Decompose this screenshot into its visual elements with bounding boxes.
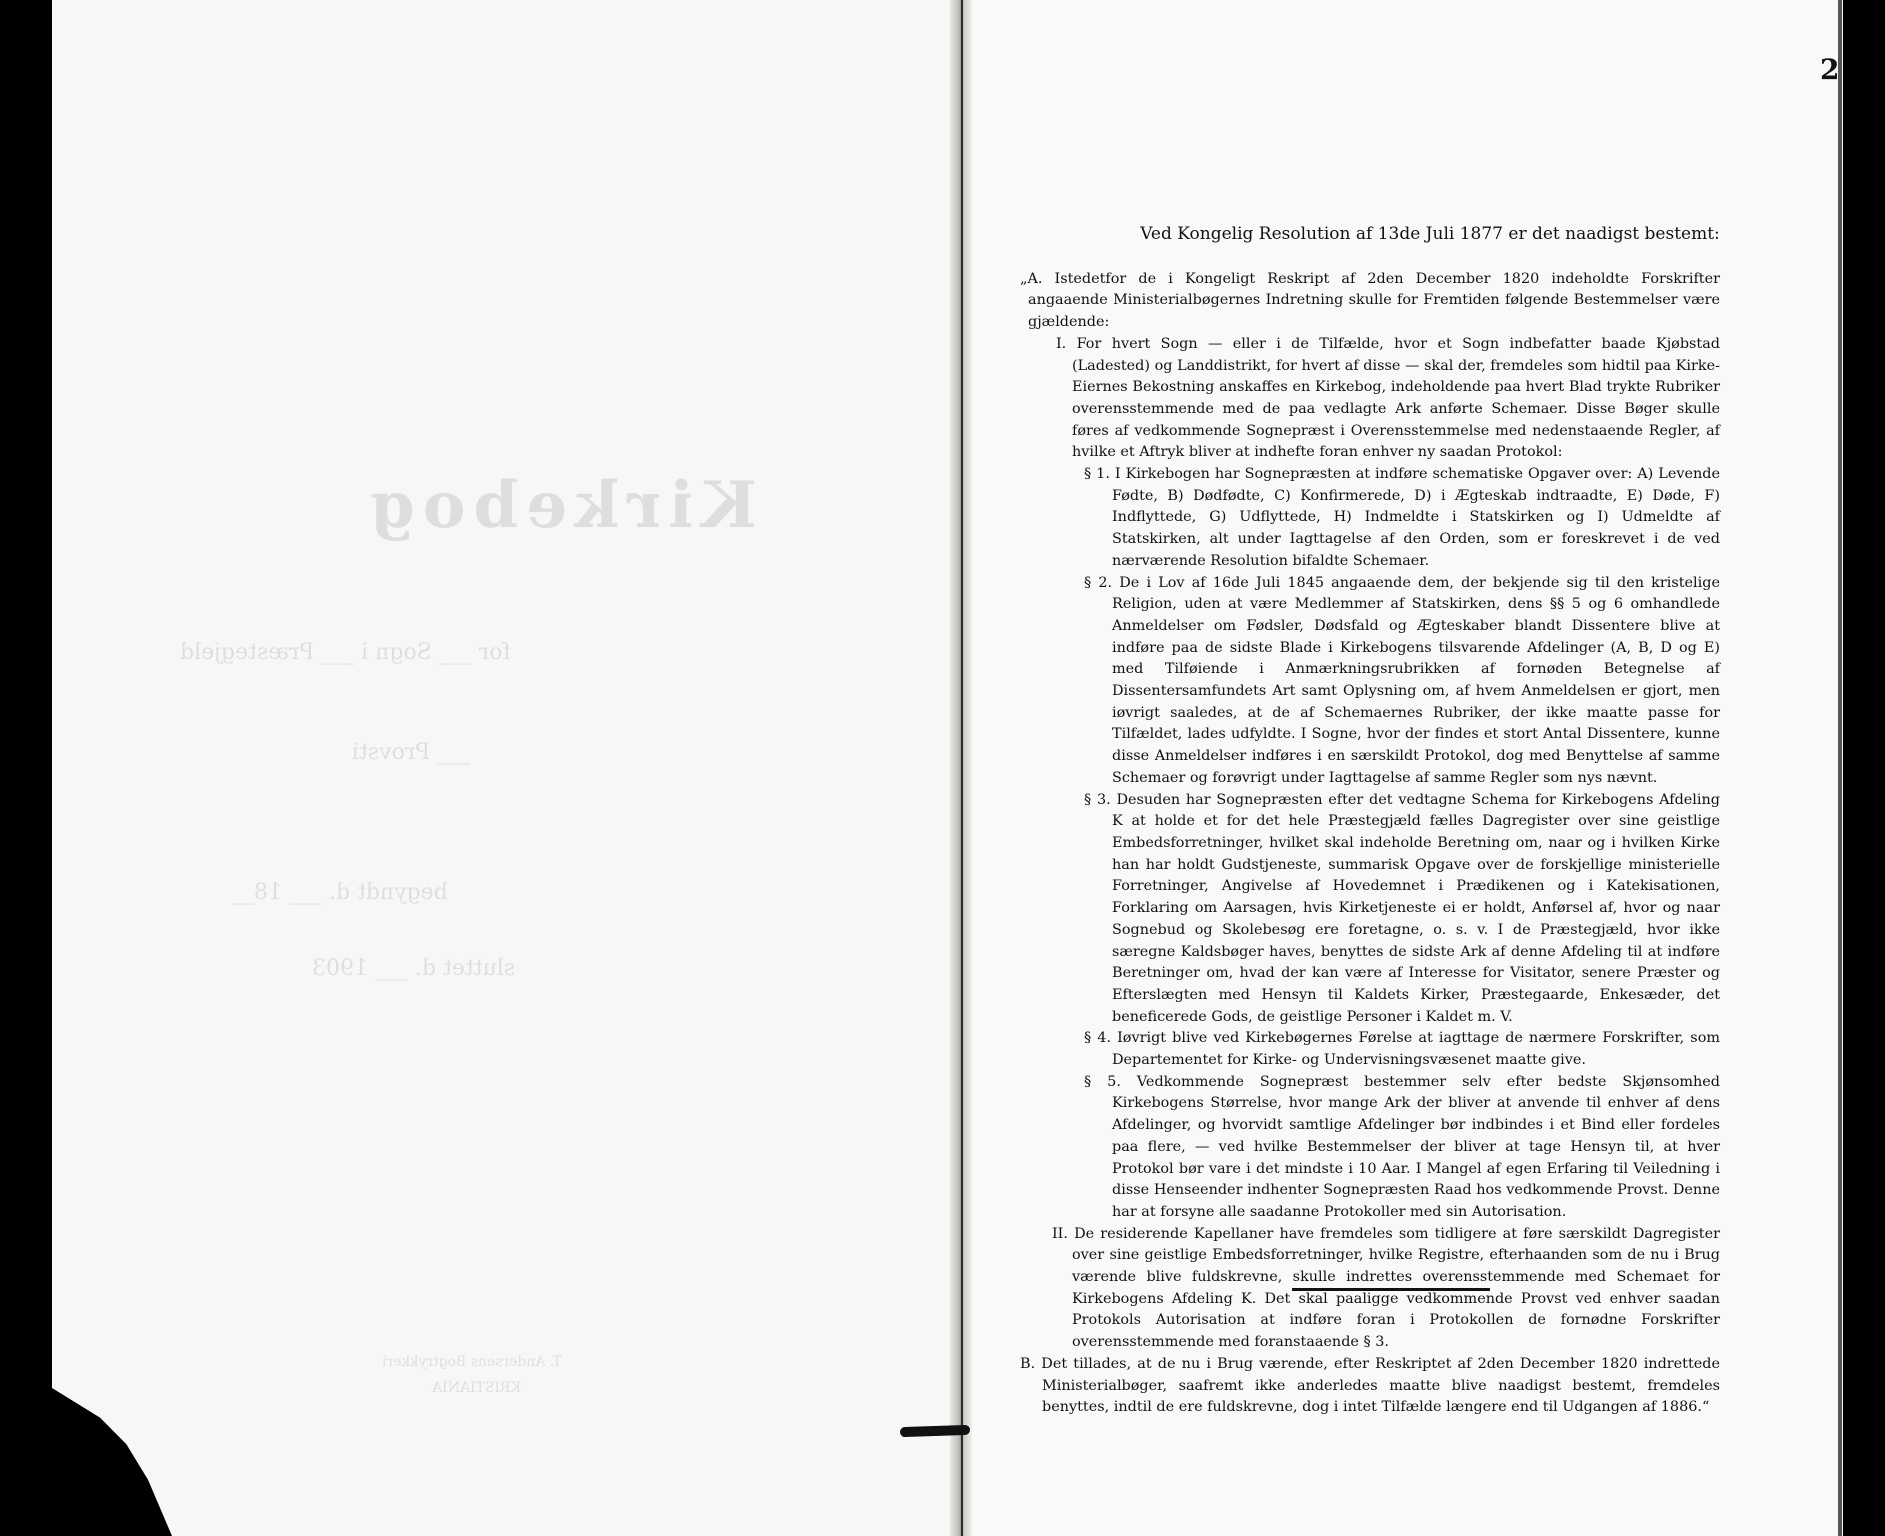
- closing-rule: [1292, 1288, 1490, 1291]
- paragraph-s2: § 2. De i Lov af 16de Juli 1845 angaaende dem, der bekjende sig til den kristelige Religion, uden at være Medlemmer af Statskirken, dens §§ 5 og 6 omhandlede Anmeldelser om Fødsler, Dødsfald og Ægteskaber blandt Dissentere blive at indføre paa de sidste Blade i Kirkebogens tilsvarende Afdelinger (A, B, D og E) med Tilføiende i Anmærkningsrubrikken af fornøden Betegnelse af Dissentersamfundets Art samt Oplysning om, af hvem Anmeldelsen er gjort, men iøvrigt saaledes, at de af Schemaernes Rubriker, der ikke maatte passe for Tilfældet, lades udfyldte. I Sogne, hvor der findes et stort Antal Dissentere, kunne disse Anmeldelser indføres i en særskildt Protokol, dog med Benyttelse af samme Schemaer og forøvrigt under Iagttagelse af samme Regler som nys nævnt.: [1084, 574, 1720, 786]
- paragraph-s4: § 4. Iøvrigt blive ved Kirkebøgernes Førelse at iagttage de nærmere Forskrifter, som Departementet for Kirke- og Undervisningsvæsenet maatte give.: [1084, 1030, 1720, 1069]
- bleed-through-line: begyndt d. ___ 18__: [232, 880, 448, 905]
- section-ii: II. De residerende Kapellaner have fremdeles som tidligere at føre særskildt Dagregister over sine geistlige Embedsforretninger, hvilke Registre, efterhaanden som de nu i Brug værende blive fuldskrevne, skulle indrettes overensstemmende med Schemaet for Kirkebogens Afdeling K. Det skal paaligge vedkommende Provst ved enhver saadan Protokols Autorisation at indføre foran i Protokollen de fornødne Forskrifter overensstemmende med foranstaaende § 3.: [1052, 1225, 1720, 1351]
- section-i: I. For hvert Sogn — eller i de Tilfælde, hvor et Sogn indbefatter baade Kjøbstad (Ladested) og Landdistrikt, for hvert af disse — skal der, fremdeles som hidtil paa Kirke-Eiernes Bekostning anskaffes en Kirkebog, indeholdende paa hvert Blad trykte Rubriker overensstemmende med de paa vedlagte Ark anførte Schemaer. Disse Bøger skulle føres af vedkommende Sognepræst i Overensstemmelse med nedenstaaende Regler, af hvilke et Aftryk bliver at indhefte foran enhver ny saadan Protokol:: [1056, 335, 1720, 461]
- bleed-through-line: for ___ Sogn i ___ Præstegjeld: [180, 640, 511, 665]
- paragraph-b: B. Det tillades, at de nu i Brug værende, efter Reskriptet af 2den December 1820 indrettede Ministerialbøger, saafremt ikke anderledes maatte blive naadigst bestemt, fremdeles benyttes, indtil de ere fuldskrevne, dog i intet Tilfælde længere end til Udgangen af 1886.“: [1020, 1355, 1720, 1416]
- paragraph-s3: § 3. Desuden har Sognepræsten efter det vedtagne Schema for Kirkebogens Afdeling K at holde et for det hele Præstegjæld fælles Dagregister over sine geistlige Embedsforretninger, hvilket skal indeholde Beretning om, naar og i hvilken Kirke han har holdt Gudstjeneste, summarisk Opgave over de forskjellige ministerielle Forretninger, Angivelse af Hovedemnet i Prædikenen og i Katekisationen, Forklaring om Aarsagen, hvis Kirketjeneste ei er holdt, Anførsel af, hvor og naar Sognebud og Skolebesøg ere foretagne, o. s. v. I de Præstegjæld, hvor ikke særegne Kaldsbøger haves, benyttes de sidste Ark af denne Afdeling til at indføre Beretninger om, hvad der kan være af Interesse for Visitator, senere Præster og Efterslægten med Hensyn til Kaldets Kirker, Præstegaarde, Enkesæder, det beneficerede Gods, de geistlige Personer i Kaldet m. V.: [1084, 791, 1720, 1025]
- resolution-heading: Ved Kongelig Resolution af 13de Juli 1877 er det naadigst bestemt:: [1140, 224, 1720, 244]
- bleed-through-imprint: T. Andersens Bogtrykkeri: [382, 1354, 562, 1370]
- gutter-fold-line: [961, 0, 963, 1536]
- bleed-through-line: sluttet d. ___ 1903: [312, 956, 516, 981]
- paragraph-s1: § 1. I Kirkebogen har Sognepræsten at indføre schematiske Opgaver over: A) Levende Fødte, B) Dødfødte, C) Konfirmerede, D) i Ægteskab indtraadte, E) Døde, F) Indflyttede, G) Udflyttede, H) Indmeldte i Statskirken og I) Udmeldte af Statskirken, alt under Iagttagelse af den Orden, som er foreskrevet i de ved nærværende Resolution bifaldte Schemaer.: [1084, 466, 1720, 569]
- paragraph-a: „A. Istedetfor de i Kongeligt Reskript af 2den December 1820 indeholdte Forskrifter angaaende Ministerialbøgernes Indretning skulle for Fremtiden følgende Bestemmelser være gjældende:: [1020, 270, 1720, 331]
- page-edge-line: [1838, 0, 1842, 1536]
- page-number: 2: [1820, 53, 1840, 86]
- paragraph-s5: § 5. Vedkommende Sognepræst bestemmer selv efter bedste Skjønsomhed Kirkebogens Størrelse, hvor mange Ark der bliver at anvende til enhver af dens Afdelinger, og hvorvidt samtlige Afdelinger bør indbindes i et Bind eller fordeles paa flere, — ved hvilke Bestemmelser der bliver at tage Hensyn til, at hver Protokol bør vare i det mindste i 10 Aar. I Mangel af egen Erfaring til Veiledning i disse Henseender indhenter Sognepræsten Raad hos vedkommende Provst. Denne har at forsyne alle saadanne Protokoller med sin Autorisation.: [1084, 1073, 1720, 1220]
- bleed-through-title: Kirkebog: [362, 468, 757, 543]
- bleed-through-imprint: KRISTIANIA: [432, 1380, 521, 1396]
- resolution-text: [1020, 224, 1720, 1419]
- left-page: [52, 0, 960, 1536]
- scan-right-edge: [1843, 0, 1885, 1536]
- bleed-through-line: ___ Provsti: [352, 740, 471, 765]
